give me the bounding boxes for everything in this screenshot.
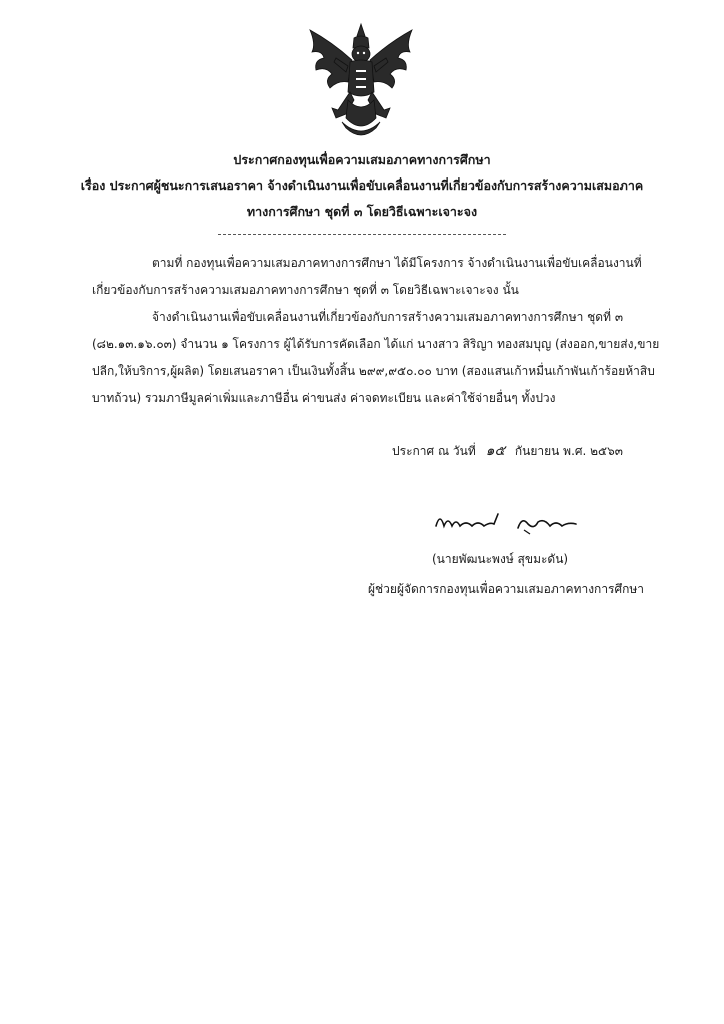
- announcement-prefix: ประกาศ ณ วันที่: [392, 444, 476, 458]
- paragraph-1-line-2: เกี่ยวข้องกับการสร้างความเสมอภาคทางการศึกษา ชุดที่ ๓ โดยวิธีเฉพาะเจาะจง นั้น: [92, 283, 519, 297]
- announcement-date: [392, 440, 623, 462]
- garuda-emblem: [302, 22, 420, 142]
- announcement-day: ๑๕: [485, 443, 506, 459]
- header-divider: [218, 234, 506, 235]
- signer-name: (นายพัฒนะพงษ์ สุขมะดัน): [432, 552, 569, 566]
- paragraph-2-line-2: (๘๒.๑๓.๑๖.๐๓) จำนวน ๑ โครงการ ผู้ได้รับการคัดเลือก ได้แก่ นางสาว สิริญา ทองสมบุญ (ส่งออก,ขายส่ง,ขาย: [92, 337, 660, 351]
- signer-position: ผู้ช่วยผู้จัดการกองทุนเพื่อความเสมอภาคทางการศึกษา: [368, 582, 645, 596]
- document-subject: เรื่อง ประกาศผู้ชนะการเสนอราคา จ้างดำเนินงานเพื่อขับเคลื่อนงานที่เกี่ยวข้องกับการสร้างความเสมอภาค: [80, 178, 644, 193]
- paragraph-2-line-4: บาทถ้วน) รวมภาษีมูลค่าเพิ่มและภาษีอื่น ค่าขนส่ง ค่าจดทะเบียน และค่าใช้จ่ายอื่นๆ ทั้งปวง: [92, 391, 556, 405]
- announcement-month-year: กันยายน พ.ศ. ๒๕๖๓: [514, 444, 623, 458]
- paragraph-2-line-1: จ้างดำเนินงานเพื่อขับเคลื่อนงานที่เกี่ยวข้องกับการสร้างความเสมอภาคทางการศึกษา ชุดที่ ๓: [152, 310, 624, 324]
- handwritten-signature: [432, 508, 582, 536]
- paragraph-2-line-3: ปลีก,ให้บริการ,ผู้ผลิต) โดยเสนอราคา เป็นเงินทั้งสิ้น ๒๙๙,๙๕๐.๐๐ บาท (สองแสนเก้าหมื่นเก้าพันเก้าร้อยห้าสิบ: [92, 364, 655, 378]
- document-title: ประกาศกองทุนเพื่อความเสมอภาคทางการศึกษา: [233, 152, 491, 167]
- paragraph-1-line-1: ตามที่ กองทุนเพื่อความเสมอภาคทางการศึกษา ได้มีโครงการ จ้างดำเนินงานเพื่อขับเคลื่อนงานที่: [152, 256, 642, 270]
- document-subject-cont: ทางการศึกษา ชุดที่ ๓ โดยวิธีเฉพาะเจาะจง: [246, 204, 478, 219]
